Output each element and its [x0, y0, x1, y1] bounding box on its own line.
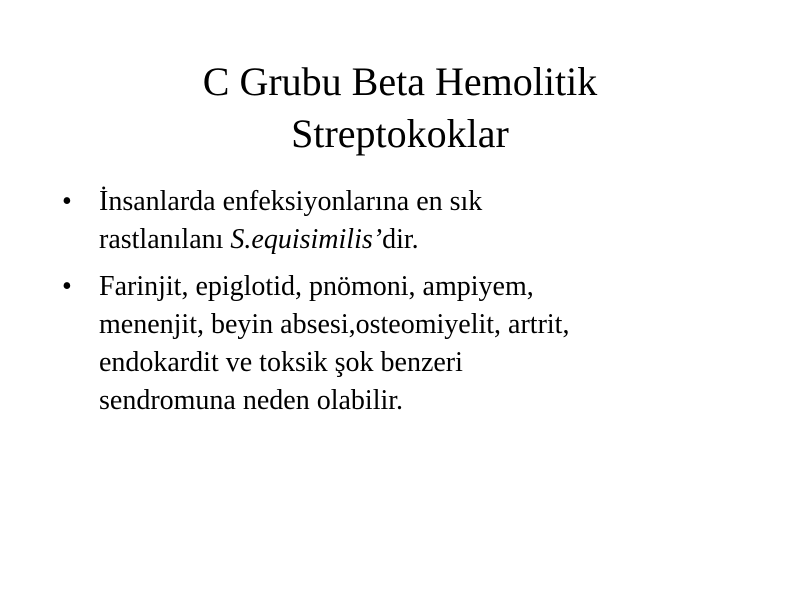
bullet-1-line-1: İnsanlarda enfeksiyonlarına en sık [99, 186, 483, 217]
bullet-1-line-2-suffix: dir. [382, 224, 419, 255]
bullet-1-line-2-prefix: rastlanılanı [99, 224, 231, 255]
slide-title-line-1: C Grubu Beta Hemolitik [202, 59, 598, 104]
bullet-icon: • [62, 186, 72, 217]
bullet-list [60, 183, 740, 429]
bullet-2-line-1: Farinjit, epiglotid, pnömoni, ampiyem, [99, 271, 534, 302]
species-name: S.equisimilis’ [230, 224, 383, 255]
slide-title-line-2: Streptokoklar [291, 111, 509, 156]
bullet-1-line-2 [99, 221, 740, 259]
bullet-2-line-4: sendromuna neden olabilir. [99, 385, 404, 416]
slide-title [0, 56, 800, 160]
bullet-2-line-3: endokardit ve toksik şok benzeri [99, 347, 463, 378]
bullet-2-line-2: menenjit, beyin absesi,osteomiyelit, artrit, [99, 309, 570, 340]
bullet-item-1 [60, 183, 740, 259]
bullet-item-2 [60, 268, 740, 420]
bullet-icon: • [62, 271, 72, 302]
